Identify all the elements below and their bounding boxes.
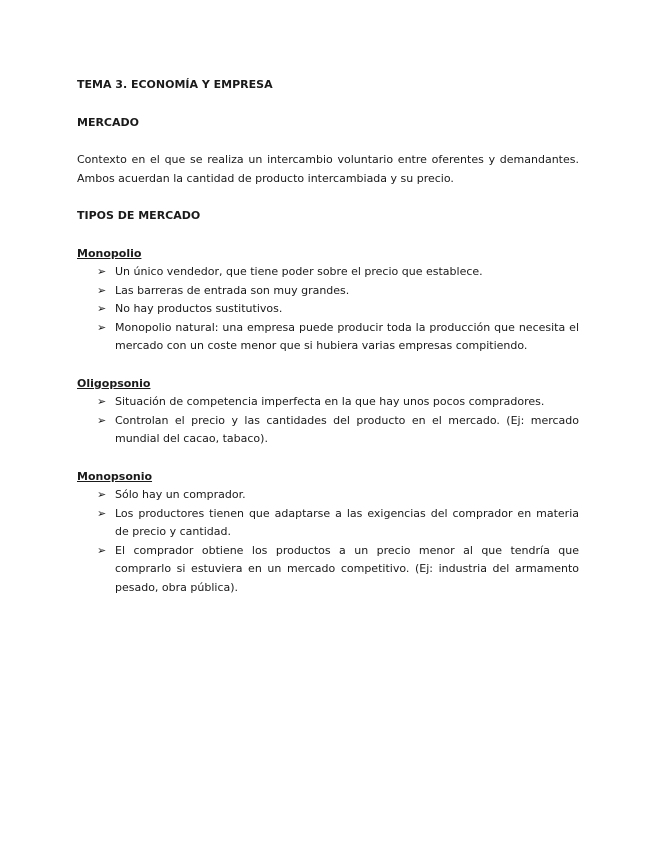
arrow-bullet-icon: ➢: [97, 413, 107, 427]
monopolio-list: [77, 263, 579, 356]
list-item: [77, 393, 579, 412]
list-item-text: El comprador obtiene los productos a un precio menor al que tendría que comprarlo si estuviera en un mercado competitivo. (Ej: industria del armamento pesado, obra pública).: [115, 543, 579, 594]
subheading-monopolio: Monopolio: [77, 246, 142, 260]
list-item-text: Monopolio natural: una empresa puede producir toda la producción que necesita el mercado con un coste menor que si hubiera varias empresas compitiendo.: [115, 320, 579, 352]
document-page: [77, 76, 579, 616]
oligopsonio-list: [77, 393, 579, 449]
list-item: [77, 300, 579, 319]
arrow-bullet-icon: ➢: [97, 283, 107, 297]
section-heading-tipos-de-mercado: TIPOS DE MERCADO: [77, 209, 201, 222]
list-item-text: Sólo hay un comprador.: [115, 488, 246, 501]
section-heading-mercado: MERCADO: [77, 115, 139, 129]
arrow-bullet-icon: ➢: [97, 488, 107, 501]
list-item-text: Los productores tienen que adaptarse a las exigencias del comprador en materia de precio y cantidad.: [115, 506, 579, 538]
list-item: [77, 542, 579, 598]
list-item-text: No hay productos sustitutivos.: [115, 302, 283, 315]
arrow-bullet-icon: ➢: [97, 506, 107, 520]
list-item: [77, 263, 579, 282]
arrow-bullet-icon: ➢: [97, 395, 107, 408]
list-item-text: Controlan el precio y las cantidades del producto en el mercado. (Ej: mercado mundial del cacao, tabaco).: [115, 413, 579, 445]
arrow-bullet-icon: ➢: [97, 265, 107, 278]
mercado-definition: Contexto en el que se realiza un intercambio voluntario entre oferentes y demandantes. Ambos acuerdan la cantidad de producto intercambiada y su precio.: [77, 153, 579, 185]
list-item: [77, 412, 579, 449]
list-item-text: Un único vendedor, que tiene poder sobre el precio que establece.: [115, 265, 483, 278]
monopsonio-list: [77, 486, 579, 597]
document-title: TEMA 3. ECONOMÍA Y EMPRESA: [77, 78, 273, 91]
arrow-bullet-icon: ➢: [97, 302, 107, 315]
list-item: [77, 486, 579, 505]
subheading-monopsonio: Monopsonio: [77, 469, 153, 483]
list-item-text: Las barreras de entrada son muy grandes.: [115, 283, 350, 297]
list-item: [77, 282, 579, 301]
arrow-bullet-icon: ➢: [97, 543, 107, 557]
arrow-bullet-icon: ➢: [97, 320, 107, 334]
list-item-text: Situación de competencia imperfecta en la que hay unos pocos compradores.: [115, 395, 545, 408]
list-item: [77, 505, 579, 542]
list-item: [77, 319, 579, 356]
subheading-oligopsonio: Oligopsonio: [77, 376, 151, 390]
